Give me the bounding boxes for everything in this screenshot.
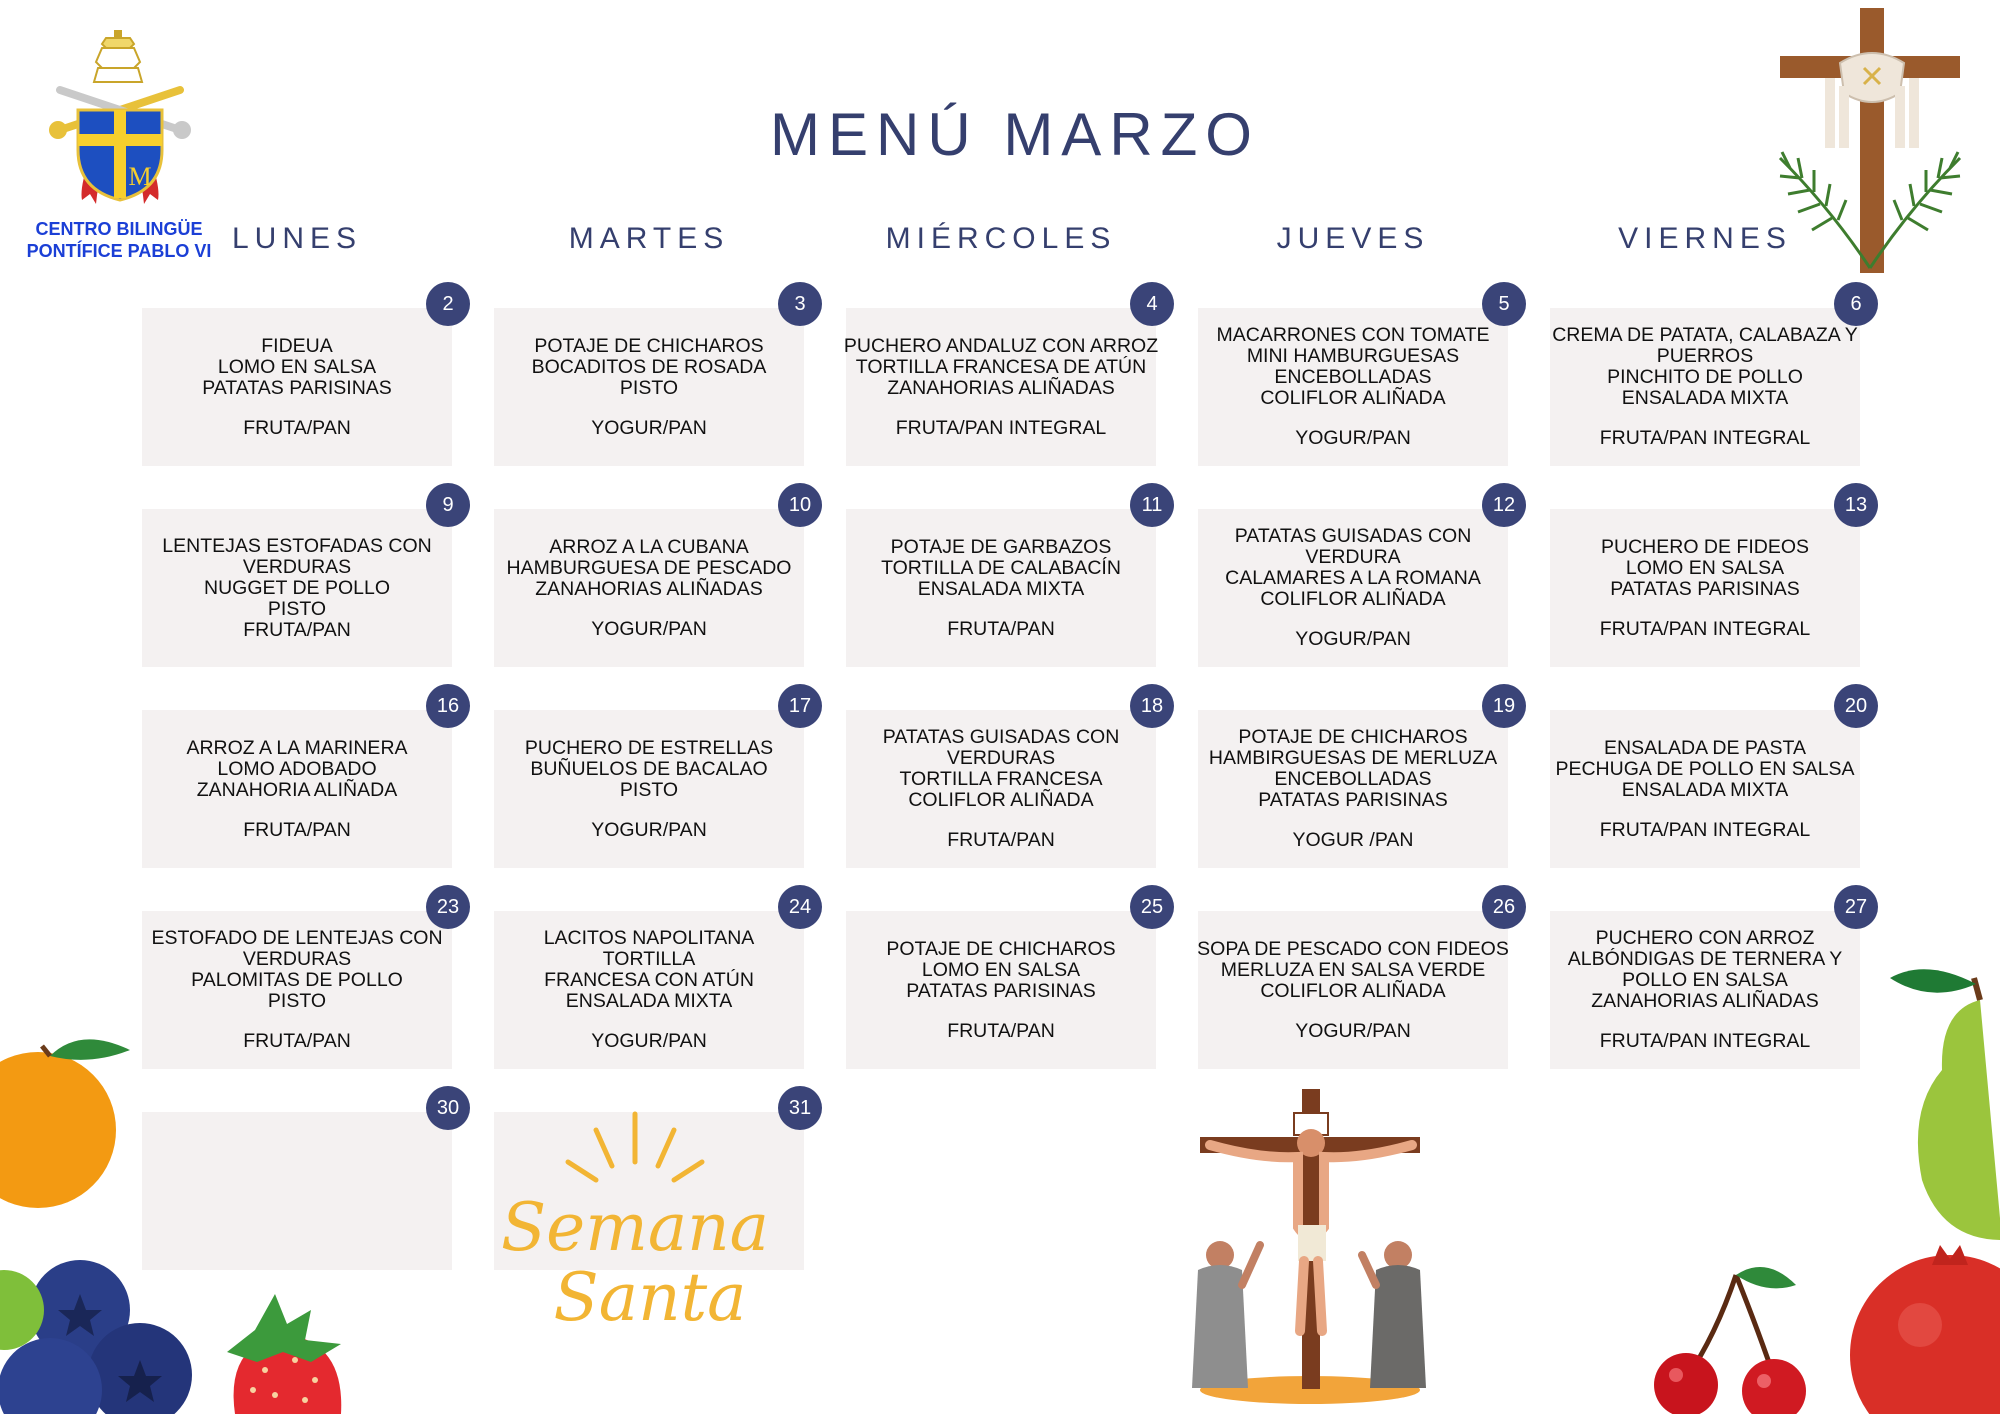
menu-dessert: FRUTA/PAN INTEGRAL xyxy=(1599,617,1811,640)
date-badge: 26 xyxy=(1482,885,1526,929)
menu-dish: TORTILLA FRANCESA xyxy=(899,768,1103,790)
menu-day-cell xyxy=(142,1112,452,1270)
menu-dish: ENSALADA MIXTA xyxy=(1621,387,1789,409)
menu-dish: MERLUZA EN SALSA VERDE xyxy=(1220,958,1486,981)
menu-dish: LENTEJAS ESTOFADAS CON xyxy=(162,534,432,557)
pear-icon xyxy=(1880,960,2000,1250)
menu-day-text xyxy=(142,509,452,667)
menu-day-text xyxy=(846,911,1156,1069)
menu-dish: POLLO EN SALSA xyxy=(1622,969,1788,991)
semana-santa-lettering xyxy=(500,1110,770,1350)
menu-day-cell xyxy=(1550,308,1860,466)
menu-dessert: FRUTA/PAN xyxy=(947,617,1055,640)
menu-dish: TORTILLA FRANCESA DE ATÚN xyxy=(855,355,1147,378)
menu-dish: LOMO ADOBADO xyxy=(217,757,377,780)
crucifixion-illustration xyxy=(1170,1085,1450,1405)
menu-dessert: FRUTA/PAN INTEGRAL xyxy=(1599,1030,1811,1052)
menu-day-text xyxy=(1550,710,1860,868)
menu-dish: PATATAS GUISADAS CON xyxy=(1234,525,1472,547)
menu-dish: VERDURA xyxy=(1305,546,1401,568)
menu-day-cell xyxy=(1198,308,1508,466)
menu-day-cell xyxy=(1198,911,1508,1069)
menu-dish: PATATAS PARISINAS xyxy=(1258,789,1448,811)
menu-dish: PUERROS xyxy=(1656,345,1754,367)
menu-dessert: YOGUR/PAN xyxy=(591,1030,707,1052)
orange-icon xyxy=(0,1020,140,1230)
menu-dessert: FRUTA/PAN xyxy=(947,829,1055,851)
date-badge: 18 xyxy=(1130,684,1174,728)
menu-dish: VERDURAS xyxy=(946,747,1056,769)
menu-day-cell xyxy=(843,308,1159,466)
santa-label: Santa xyxy=(553,1259,747,1336)
menu-dish: PINCHITO DE POLLO xyxy=(1607,366,1803,388)
menu-dish: PISTO xyxy=(267,990,327,1012)
date-badge: 4 xyxy=(1130,282,1174,326)
menu-day-cell xyxy=(846,710,1156,868)
menu-dish: LOMO EN SALSA xyxy=(921,958,1081,981)
menu-dish: COLIFLOR ALIÑADA xyxy=(1260,979,1446,1002)
menu-dish: ENSALADA MIXTA xyxy=(1621,778,1789,801)
menu-day-cell xyxy=(846,911,1156,1069)
menu-day-cell xyxy=(1198,509,1508,667)
menu-day-text xyxy=(846,509,1156,667)
menu-day-cell xyxy=(1550,710,1860,868)
menu-day-cell xyxy=(494,710,804,868)
menu-dish: ZANAHORIAS ALIÑADAS xyxy=(1591,990,1819,1012)
menu-dish: VERDURAS xyxy=(242,948,352,970)
menu-day-cell xyxy=(494,308,804,466)
date-badge: 20 xyxy=(1834,684,1878,728)
menu-dish: PUCHERO ANDALUZ CON ARROZ xyxy=(843,334,1159,357)
menu-dessert: FRUTA/PAN INTEGRAL xyxy=(895,416,1107,439)
date-badge: 31 xyxy=(778,1086,822,1130)
date-badge: 27 xyxy=(1834,885,1878,929)
page-title: MENÚ MARZO xyxy=(770,101,1260,168)
menu-dish: LACITOS NAPOLITANA xyxy=(543,927,755,949)
date-badge: 11 xyxy=(1130,483,1174,527)
menu-day-text xyxy=(1198,308,1508,466)
menu-dish: BOCADITOS DE ROSADA xyxy=(531,355,767,378)
svg-text:M: M xyxy=(128,162,152,191)
menu-day-cell xyxy=(142,911,452,1069)
menu-dish: POTAJE DE CHICHAROS xyxy=(886,937,1116,960)
menu-day-cell xyxy=(1198,710,1508,868)
menu-dish: ENSALADA DE PASTA xyxy=(1604,736,1806,759)
menu-dish: PISTO xyxy=(619,778,679,801)
menu-day-text xyxy=(142,911,452,1069)
menu-day-text xyxy=(142,710,452,868)
menu-day-text xyxy=(843,308,1159,466)
menu-dessert: YOGUR/PAN xyxy=(1295,427,1411,449)
strawberry-icon xyxy=(215,1290,375,1414)
menu-dish: POTAJE DE GARBAZOS xyxy=(890,535,1112,558)
menu-dish: TORTILLA DE CALABACÍN xyxy=(881,556,1121,579)
menu-dish: COLIFLOR ALIÑADA xyxy=(1260,387,1446,409)
date-badge: 25 xyxy=(1130,885,1174,929)
menu-dish: POTAJE DE CHICHAROS xyxy=(1238,726,1468,748)
menu-dish: LOMO EN SALSA xyxy=(1625,556,1785,579)
menu-dessert: YOGUR/PAN xyxy=(591,617,707,640)
menu-day-text xyxy=(1550,308,1860,466)
menu-dish: LOMO EN SALSA xyxy=(217,355,377,378)
date-badge: 10 xyxy=(778,483,822,527)
menu-dessert: FRUTA/PAN INTEGRAL xyxy=(1599,427,1811,449)
semana-label: Semana xyxy=(500,1189,770,1266)
date-badge: 30 xyxy=(426,1086,470,1130)
date-badge: 13 xyxy=(1834,483,1878,527)
menu-dish: FRANCESA CON ATÚN xyxy=(544,969,754,991)
menu-dish: ENCEBOLLADAS xyxy=(1274,366,1432,388)
menu-day-text xyxy=(1550,911,1860,1069)
menu-day-cell xyxy=(142,308,452,466)
menu-dish: PALOMITAS DE POLLO xyxy=(191,969,403,991)
menu-day-cell xyxy=(142,509,452,667)
menu-dish: PATATAS GUISADAS CON xyxy=(882,726,1120,748)
menu-dish: COLIFLOR ALIÑADA xyxy=(908,789,1094,811)
menu-day-cell xyxy=(494,911,804,1069)
menu-dessert: FRUTA/PAN xyxy=(243,818,351,841)
menu-dish: PUCHERO DE FIDEOS xyxy=(1600,535,1810,558)
menu-dish: ALBÓNDIGAS DE TERNERA Y xyxy=(1567,948,1843,970)
menu-day-text xyxy=(846,710,1156,868)
menu-day-cell xyxy=(142,710,452,868)
menu-day-text xyxy=(1198,710,1508,868)
menu-day-cell xyxy=(846,509,1156,667)
date-badge: 9 xyxy=(426,483,470,527)
menu-dish: FIDEUA xyxy=(261,334,333,357)
menu-dish: VERDURAS xyxy=(242,555,352,578)
menu-day-text xyxy=(1550,509,1860,667)
menu-dish: PATATAS PARISINAS xyxy=(202,376,392,399)
menu-day-text xyxy=(494,509,804,667)
menu-dessert: YOGUR/PAN xyxy=(1295,628,1411,650)
menu-dish: ENSALADA MIXTA xyxy=(565,990,733,1012)
menu-dish: ZANAHORIAS ALIÑADAS xyxy=(887,376,1115,399)
day-header-viernes: VIERNES xyxy=(1618,222,1792,255)
menu-dessert: FRUTA/PAN INTEGRAL xyxy=(1599,818,1811,841)
menu-day-cell xyxy=(1550,911,1860,1069)
menu-day-cell xyxy=(1550,509,1860,667)
menu-day-text xyxy=(1198,509,1508,667)
menu-dish: COLIFLOR ALIÑADA xyxy=(1260,588,1446,610)
date-badge: 6 xyxy=(1834,282,1878,326)
menu-dish: HAMBIRGUESAS DE MERLUZA xyxy=(1208,747,1498,769)
menu-dish: CALAMARES A LA ROMANA xyxy=(1225,567,1481,589)
menu-day-text xyxy=(494,308,804,466)
school-name-line1: CENTRO BILINGÜE xyxy=(35,219,203,239)
date-badge: 5 xyxy=(1482,282,1526,326)
menu-dish: POTAJE DE CHICHAROS xyxy=(534,334,764,357)
menu-dish: HAMBURGUESA DE PESCADO xyxy=(506,556,792,579)
menu-dish: ZANAHORIA ALIÑADA xyxy=(196,778,398,801)
menu-dessert: YOGUR/PAN xyxy=(591,416,707,439)
date-badge: 17 xyxy=(778,684,822,728)
menu-dish: ARROZ A LA MARINERA xyxy=(186,736,408,759)
menu-dish: ARROZ A LA CUBANA xyxy=(549,535,749,558)
menu-dish: PISTO xyxy=(267,597,327,620)
menu-dish: PISTO xyxy=(619,376,679,399)
menu-dessert: FRUTA/PAN xyxy=(947,1019,1055,1042)
menu-dish: PUCHERO DE ESTRELLAS xyxy=(524,736,774,759)
day-header-martes: MARTES xyxy=(568,222,730,255)
date-badge: 2 xyxy=(426,282,470,326)
school-name-line2: PONTÍFICE PABLO VI xyxy=(26,241,212,261)
cherries-icon xyxy=(1650,1265,1820,1414)
menu-dessert: FRUTA/PAN xyxy=(243,1030,351,1052)
menu-day-text xyxy=(142,308,452,466)
day-header-lunes: LUNES xyxy=(231,222,363,255)
menu-dish: ZANAHORIAS ALIÑADAS xyxy=(535,577,763,600)
menu-day-text xyxy=(142,1112,452,1270)
menu-dessert: YOGUR /PAN xyxy=(1292,829,1414,851)
menu-day-cell xyxy=(494,509,804,667)
pomegranate-icon xyxy=(1840,1245,2000,1414)
menu-dish: PECHUGA DE POLLO EN SALSA xyxy=(1555,757,1855,780)
menu-dish: CREMA DE PATATA, CALABAZA Y xyxy=(1552,324,1858,346)
menu-dessert: YOGUR/PAN xyxy=(591,818,707,841)
menu-dish: PUCHERO CON ARROZ xyxy=(1595,927,1815,949)
menu-dish: MINI HAMBURGUESAS xyxy=(1246,345,1460,367)
menu-dish: NUGGET DE POLLO xyxy=(203,576,391,599)
menu-dish: ENSALADA MIXTA xyxy=(917,577,1085,600)
date-badge: 24 xyxy=(778,885,822,929)
day-header-jueves: JUEVES xyxy=(1276,222,1430,255)
menu-dessert: YOGUR/PAN xyxy=(1295,1019,1411,1042)
menu-dish: ENCEBOLLADAS xyxy=(1274,768,1432,790)
menu-dish: FRUTA/PAN xyxy=(243,618,351,641)
date-badge: 16 xyxy=(426,684,470,728)
date-badge: 12 xyxy=(1482,483,1526,527)
menu-day-text xyxy=(494,911,804,1069)
menu-dessert: FRUTA/PAN xyxy=(243,416,351,439)
menu-dish: PATATAS PARISINAS xyxy=(906,979,1096,1002)
menu-day-text xyxy=(1198,911,1508,1069)
date-badge: 19 xyxy=(1482,684,1526,728)
day-header-miercoles: MIÉRCOLES xyxy=(885,222,1117,255)
menu-dish: TORTILLA xyxy=(602,948,696,970)
blueberries-icon xyxy=(0,1260,200,1414)
menu-dish: PATATAS PARISINAS xyxy=(1610,577,1800,600)
menu-dish: MACARRONES CON TOMATE xyxy=(1216,324,1490,346)
date-badge: 23 xyxy=(426,885,470,929)
menu-dish: BUÑUELOS DE BACALAO xyxy=(530,757,768,780)
menu-dish: SOPA DE PESCADO CON FIDEOS xyxy=(1197,937,1509,960)
menu-dish: ESTOFADO DE LENTEJAS CON xyxy=(151,927,443,949)
menu-day-text xyxy=(494,710,804,868)
date-badge: 3 xyxy=(778,282,822,326)
